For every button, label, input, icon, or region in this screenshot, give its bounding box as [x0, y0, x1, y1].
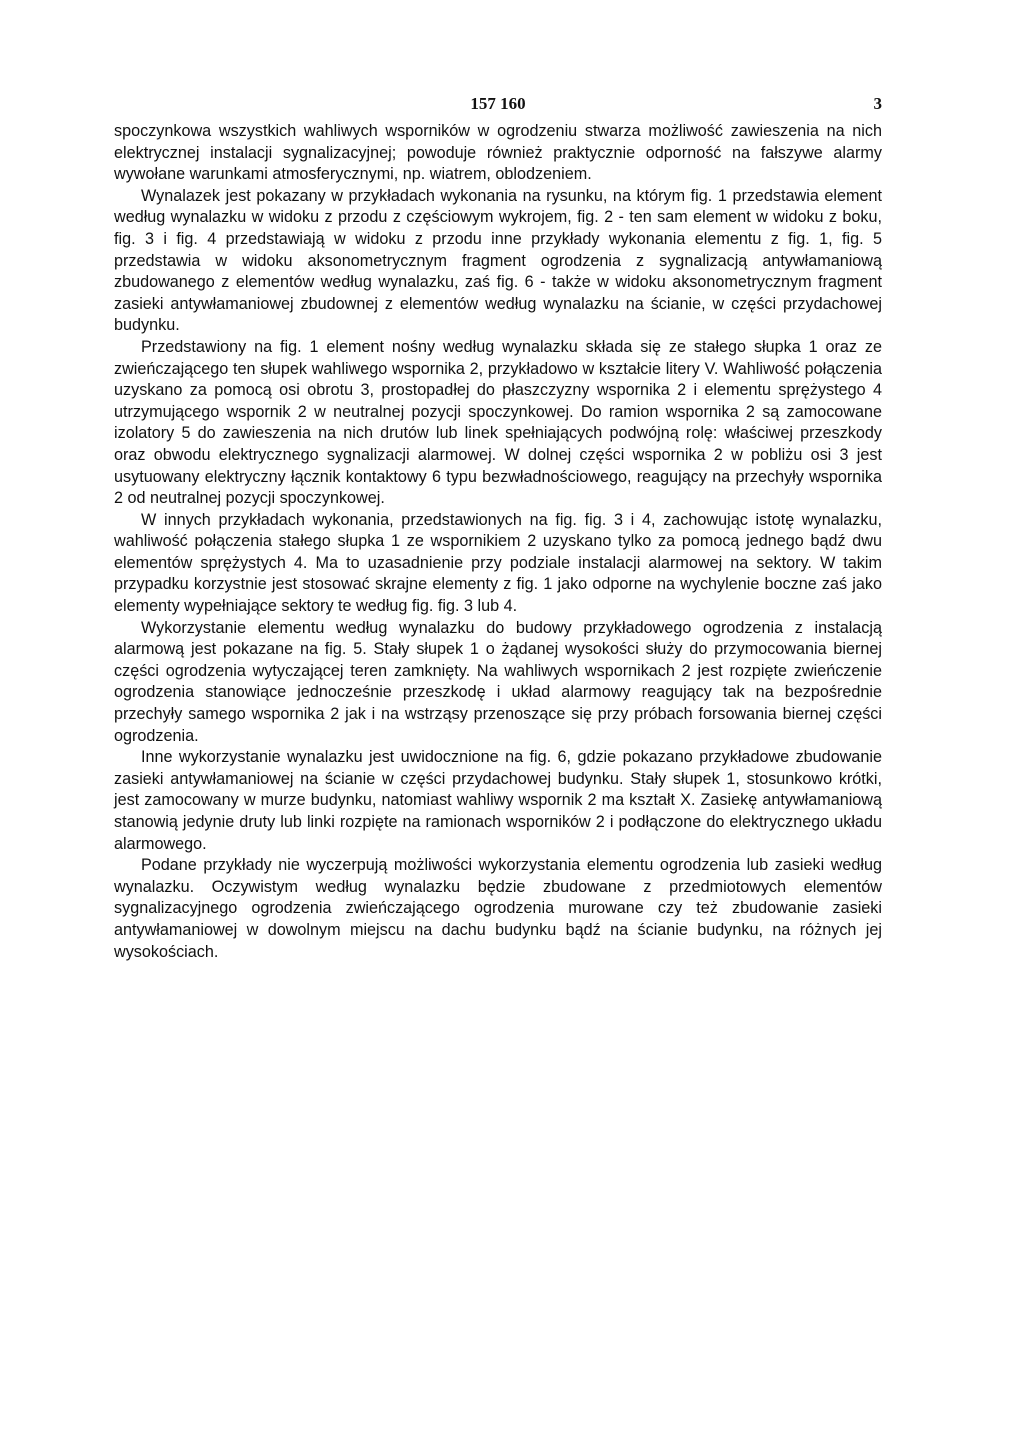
patent-number: 157 160 [470, 94, 526, 113]
paragraph: Wykorzystanie elementu według wynalazku do budowy przykładowego ogrodzenia z instalacją alarmową jest pokazane na fig. 5. Stały słupek 1 o żądanej wysokości służy do przymocowania biernej części ogrodzenia wytyczającej teren zamknięty. Na wahliwych wspornikach 2 jest rozpięte zwieńczenie ogrodzenia stanowiące jednocześnie przeszkodę i układ alarmowy reagujący tak na bezpośrednie przechyły samego wspornika 2 jak i na wstrząsy przenoszące się przy próbach forsowania biernej części ogrodzenia. [114, 618, 882, 745]
paragraph: spoczynkowa wszystkich wahliwych wsporników w ogrodzeniu stwarza możliwość zawieszenia na nich elektrycznej instalacji sygnalizacyjnej; powoduje również praktycznie odporność na fałszywe alarmy wywołane warunkami atmosferycznymi, np. wiatrem, oblodzeniem. [114, 122, 882, 184]
body-text [114, 121, 882, 963]
paragraph: Inne wykorzystanie wynalazku jest uwidocznione na fig. 6, gdzie pokazano przykładowe zbudowanie zasieki antywłamaniowej na ścianie w części przydachowej budynku. Stały słupek 1, stosunkowo krótki, jest zamocowany w murze budynku, natomiast wahliwy wspornik 2 ma kształt X. Zasiekę antywłamaniową stanowią jedynie druty lub linki rozpięte na ramionach wsporników 2 i podłączone do elektrycznego układu alarmowego. [114, 748, 882, 853]
paragraph: Podane przykłady nie wyczerpują możliwości wykorzystania elementu ogrodzenia lub zasieki według wynalazku. Oczywistym według wynalazku będzie zbudowane z przedmiotowych elementów sygnalizacyjnego ogrodzenia zwieńczającego ogrodzenia murowane czy też zbudowanie zasieki antywłamaniowej w dowolnym miejscu na dachu budynku bądź na ścianie budynku, na różnych jej wysokościach. [114, 856, 882, 961]
paragraph: W innych przykładach wykonania, przedstawionych na fig. fig. 3 i 4, zachowując istotę wynalazku, wahliwość połączenia stałego słupka 1 ze wspornikiem 2 uzyskano tylko za pomocą jednego bądź dwu elementów sprężystych 4. Ma to uzasadnienie przy podziale instalacji alarmowej na sektory. W takim przypadku korzystnie jest stosować skrajne elementy z fig. 1 jako odporne na wychylenie boczne zaś jako elementy wypełniające sektory te według fig. fig. 3 lub 4. [114, 510, 882, 616]
paragraph: Wynalazek jest pokazany w przykładach wykonania na rysunku, na którym fig. 1 przedstawia element według wynalazku w widoku z przodu z częściowym wykrojem, fig. 2 - ten sam element w widoku z boku, fig. 3 i fig. 4 przedstawiają w widoku z przodu inne przykłady wykonania elementu z fig. 1, fig. 5 przedstawia w widoku aksonometrycznym fragment ogrodzenia z sygnalizacją antywłamaniową zbudowanego z elementów według wynalazku, zaś fig. 6 - także w widoku aksonometrycznym fragment zasieki antywłamaniowej zbudownej z elementów według wynalazku na ścianie, w części przydachowej budynku. [114, 186, 882, 335]
paragraph: Przedstawiony na fig. 1 element nośny według wynalazku składa się ze stałego słupka 1 oraz ze zwieńczającego ten słupek wahliwego wspornika 2, przykładowo w kształcie litery V. Wahliwość połączenia uzyskano za pomocą osi obrotu 3, prostopadłej do płaszczyzny wspornika 2 i elementu sprężystego 4 utrzymującego wspornik 2 w neutralnej pozycji spoczynkowej. Do ramion wspornika 2 są zamocowane izolatory 5 do zawieszenia na nich drutów lub linek spełniających podwójną rolę: właściwej przeszkody oraz obwodu elektrycznego sygnalizacji alarmowej. W dolnej części wspornika 2 w pobliżu osi 3 jest usytuowany elektryczny łącznik kontaktowy 6 typu bezwładnościowego, reagujący na przechyły wspornika 2 od neutralnej pozycji spoczynkowej. [114, 337, 882, 508]
page-number: 3 [873, 94, 882, 113]
page-header [114, 94, 882, 118]
